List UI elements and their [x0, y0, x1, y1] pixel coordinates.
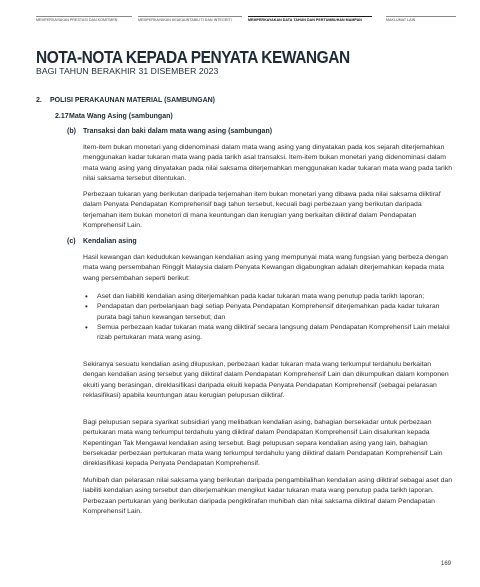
page-number: 169: [441, 561, 452, 567]
paragraph: Hasil kewangan dan kedudukan kewangan kendalian asing yang mempunyai mata wang fungsian yang berbeza dengan mata wang persembahan Ringgit Malaysia dalam Penyata Kewangan digabungkan adalah diterjemahkan kepada mata wang persembahan seperti berikut:: [83, 254, 448, 282]
section-title: POLISI PERAKAUNAN MATERIAL (SAMBUNGAN): [50, 97, 216, 104]
bullet-icon: •: [85, 302, 88, 312]
subsection-title: Mata Wang Asing (sambungan): [69, 113, 173, 120]
bullet-icon: •: [85, 292, 88, 301]
subsection-number: 2.17: [55, 113, 69, 120]
nav-tab-prestasi[interactable]: MEMPERKAYAKAN PRESTASI DAN KOMITMEN: [36, 16, 132, 26]
list-item: [83, 323, 453, 344]
list-item: [83, 302, 453, 323]
part-c-heading: [67, 238, 137, 245]
list-item-text: Semua perbezaan kadar tukaran mata wang diiktiraf secara langsung dalam Pendapatan Komprehensif Lain melalui rizab pertukaran mata wang asing.: [97, 323, 450, 342]
paragraph: Muhibah dan pelarasan nilai saksama yang berikutan daripada pengambilalihan kendalian asing diiktiraf sebagai aset dan liabiliti kendalian asing tersebut dan diterjemahkan mengikut kadar tukaran mata wang penutup pada tarikh laporan. Perbezaan pertukaran yang berikutan daripada pengiktirafan muhibah dan nilai saksama diiktiraf dalam Pendapatan Komprehensif Lain.: [83, 477, 453, 515]
part-b-title: Transaksi dan baki dalam mata wang asing (sambungan): [83, 128, 273, 135]
section-number: 2.: [36, 97, 42, 104]
paragraph: Bagi pelupusan separa syarikat subsidiari yang melibatkan kendalian asing, bahagian bersekadar untuk perbezaan pertukaran mata wang terkumpul terdahulu yang diiktiraf dalam Pendapatan Komprehensif Lain disalurkan kepada Kepentingan Tak Mengawal kendalian asing tersebut. Bagi pelupusan separa kendalian asing yang lain, bahagian bersekadar perbezaan pertukaran mata wang terkumpul terdahulu yang diiktiraf dalam Pendapatan Komprehensif Lain direklasifikasi kepada Penyata Pendapatan Komprehensif.: [83, 419, 443, 468]
part-c-letter: (c): [67, 238, 76, 245]
part-b-heading: [67, 128, 272, 135]
part-c-title: Kendalian asing: [83, 238, 137, 245]
page-subtitle: BAGI TAHUN BERAKHIR 31 DISEMBER 2023: [36, 66, 219, 76]
page-title: NOTA-NOTA KEPADA PENYATA KEWANGAN: [36, 47, 350, 67]
list-item-text: Pendapatan dan perbelanjaan bagi setiap Penyata Pendapatan Komprehensif diterjemahkan pada kadar tukaran purata bagi tahun kewangan tersebut; dan: [97, 303, 440, 321]
paragraph: Sekiranya sesuatu kendalian asing dilupuskan, perbezaan kadar tukaran mata wang terkumpul terdahulu berkaitan dengan kendalian asing tersebut yang diiktiraf dalam Pendapatan Komprehensif Lain dan dikumpulkan dalam komponen ekuiti yang berasingan, direklasifikasi daripada ekuiti kepada Penyata Pendapatan Komprehensif (sebagai pelarasan reklasifikasi) apabila keuntungan atau kerugian pelupusan diiktiraf.: [83, 361, 449, 399]
subsection-heading: [55, 113, 173, 120]
section-heading: [36, 97, 215, 104]
top-navigation: [36, 16, 456, 26]
list-item-text: Aset dan liabiliti kendalian asing diterjemahkan pada kadar tukaran mata wang penutup pada tarikh laporan;: [97, 293, 425, 300]
bullet-list: [83, 292, 453, 343]
nav-tab-maklumat-lain[interactable]: MAKLUMAT LAIN: [386, 16, 456, 26]
list-item: [83, 292, 453, 302]
nav-tab-keakauntabiliti[interactable]: MEMPERKAYAKAN KEAKAUNTABILITI DAN INTEGRITI: [138, 16, 242, 26]
paragraph: Perbezaan tukaran yang berikutan daripada terjemahan item bukan monetari yang dibawa pada nilai saksama diiktiraf dalam Penyata Pendapatan Komprehensif bagi tahun tersebut, kecuali bagi perbezaan yang berikutan daripada terjemahan item bukan monetori di mana keuntungan dan kerugian yang berkaitan diiktiraf dalam Pendapatan Komprehensif Lain.: [83, 191, 441, 229]
part-b-letter: (b): [67, 128, 76, 135]
paragraph: Item-item bukan monetari yang didenominasi dalam mata wang asing yang dinyatakan pada kos sejarah diterjemahkan menggunakan kadar tukaran mata wang pada tarikh asal transaksi. Item-item bukan monetari yang didenominasi dalam mata wang asing yang dinyatakan pada nilai saksama diterjemahkan menggunakan kadar tukaran mata wang pada tarikh nilai saksama tersebut ditentukan.: [83, 144, 453, 182]
bullet-icon: •: [85, 322, 88, 332]
nav-tab-data-tahun[interactable]: MEMPERKAYAKAN DATA TAHUN DAN PERTUMBUHAN MAMPAN: [248, 16, 372, 26]
